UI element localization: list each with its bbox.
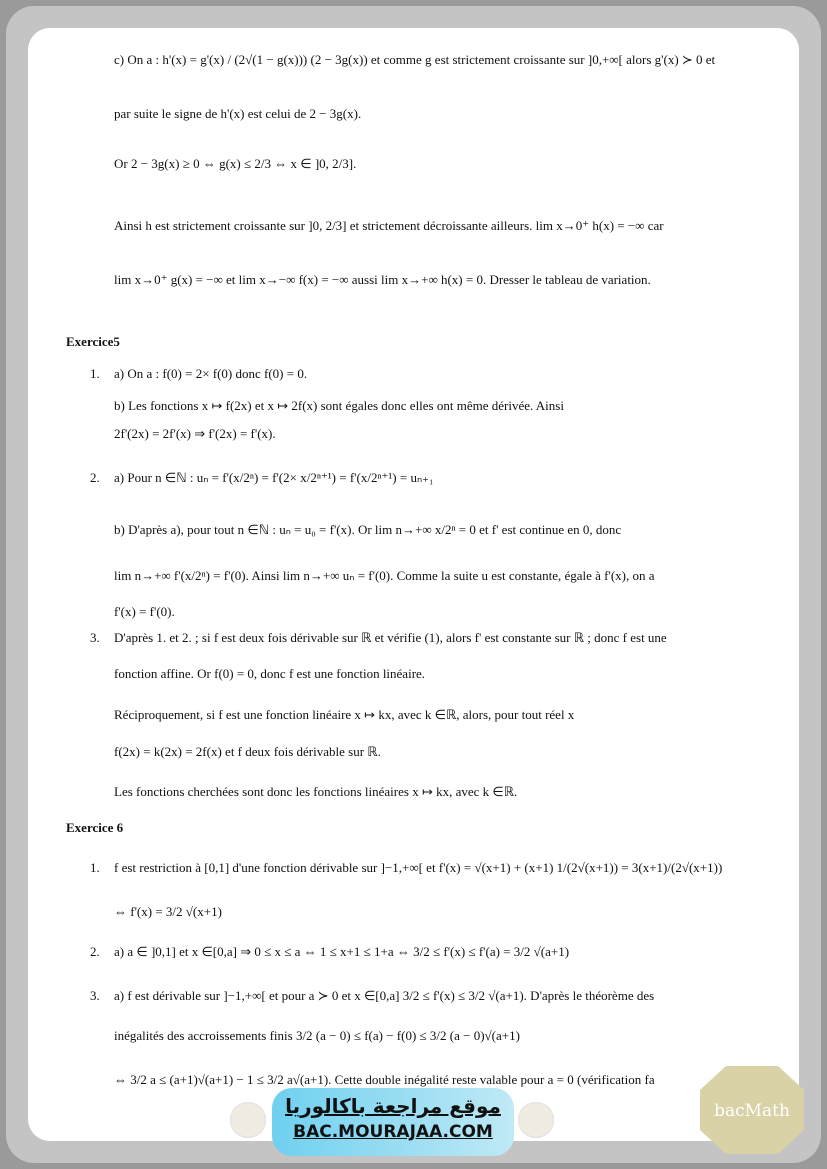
site-logo-right [518,1102,554,1138]
item-number: 2. [90,470,100,485]
line: b) Les fonctions x ↦ f(2x) et x ↦ 2f(x) sont égales donc elles ont même dérivée. Ainsi [114,398,564,413]
line: lim x→0⁺ g(x) = −∞ et lim x→−∞ f(x) = −∞ aussi lim x→+∞ h(x) = 0. Dresser le tableau de variation. [114,272,651,287]
site-logo-left [230,1102,266,1138]
line: f est restriction à [0,1] d'une fonction dérivable sur ]−1,+∞[ et f'(x) = √(x+1) + (x+1) 1/(2√(x+1)) = 3(x+1)/(2√(x+1)) [114,860,723,875]
banner-url[interactable]: BAC.MOURAJAA.COM [293,1122,493,1142]
line: a) On a : f(0) = 2× f(0) donc f(0) = 0. [114,366,308,381]
line: Or 2 − 3g(x) ≥ 0 ⇔ g(x) ≤ 2/3 ⇔ x ∈ ]0, 2/3]. [114,156,357,171]
item-number: 1. [90,860,100,875]
line: f(2x) = k(2x) = 2f(x) et f deux fois dérivable sur ℝ. [114,744,381,759]
item-number: 3. [90,988,100,1003]
line: a) f est dérivable sur ]−1,+∞[ et pour a ≻ 0 et x ∈[0,a] 3/2 ≤ f'(x) ≤ 3/2 √(a+1). D'après le théorème des [114,988,655,1003]
line: inégalités des accroissements finis 3/2 (a − 0) ≤ f(a) − f(0) ≤ 3/2 (a − 0)√(a+1) [114,1028,520,1043]
watermark-text: bacMath [714,1101,790,1121]
banner-arabic-title: موقع مراجعة باكالوريا [285,1094,501,1118]
line: fonction affine. Or f(0) = 0, donc f est une fonction linéaire. [114,666,426,681]
line: D'après 1. et 2. ; si f est deux fois dérivable sur ℝ et vérifie (1), alors f' est constante sur ℝ ; donc f est une [114,630,667,645]
section-heading: Exercice5 [66,334,120,349]
site-banner[interactable] [272,1088,514,1156]
line: ⇔ f'(x) = 3/2 √(x+1) [114,904,222,919]
line: b) D'après a), pour tout n ∈ℕ : uₙ = u₀ = f'(x). Or lim n→+∞ x/2ⁿ = 0 et f' est continue en 0, donc [114,522,622,537]
line: a) a ∈ ]0,1] et x ∈[0,a] ⇒ 0 ≤ x ≤ a ⇔ 1 ≤ x+1 ≤ 1+a ⇔ 3/2 ≤ f'(x) ≤ f'(a) = 3/2 √(a+1) [114,944,570,959]
line: Ainsi h est strictement croissante sur ]0, 2/3] et strictement décroissante ailleurs. lim x→0⁺ h(x) = −∞ car [114,218,664,233]
line: 2f'(2x) = 2f'(x) ⇒ f'(2x) = f'(x). [114,426,276,441]
line: Les fonctions cherchées sont donc les fonctions linéaires x ↦ kx, avec k ∈ℝ. [114,784,518,799]
document-page [28,28,799,1141]
line: a) Pour n ∈ℕ : uₙ = f'(x/2ⁿ) = f'(2× x/2ⁿ⁺¹) = f'(x/2ⁿ⁺¹) = uₙ₊₁ [114,470,434,485]
item-number: 2. [90,944,100,959]
item-number: 1. [90,366,100,381]
section-heading: Exercice 6 [66,820,124,835]
bacmath-watermark [700,1066,804,1154]
line: lim n→+∞ f'(x/2ⁿ) = f'(0). Ainsi lim n→+∞ uₙ = f'(0). Comme la suite u est constante, égale à f'(x), on a [114,568,655,583]
line: c) On a : h'(x) = g'(x) / (2√(1 − g(x))) (2 − 3g(x)) et comme g est strictement croissante sur ]0,+∞[ alors g'(x) ≻ 0 et [114,52,716,67]
line: ⇔ 3/2 a ≤ (a+1)√(a+1) − 1 ≤ 3/2 a√(a+1). Cette double inégalité reste valable pour a = 0 (vérification fa [114,1072,655,1087]
line: f'(x) = f'(0). [114,604,175,619]
item-number: 3. [90,630,100,645]
line: Réciproquement, si f est une fonction linéaire x ↦ kx, avec k ∈ℝ, alors, pour tout réel x [114,707,575,722]
line: par suite le signe de h'(x) est celui de 2 − 3g(x). [114,106,362,121]
